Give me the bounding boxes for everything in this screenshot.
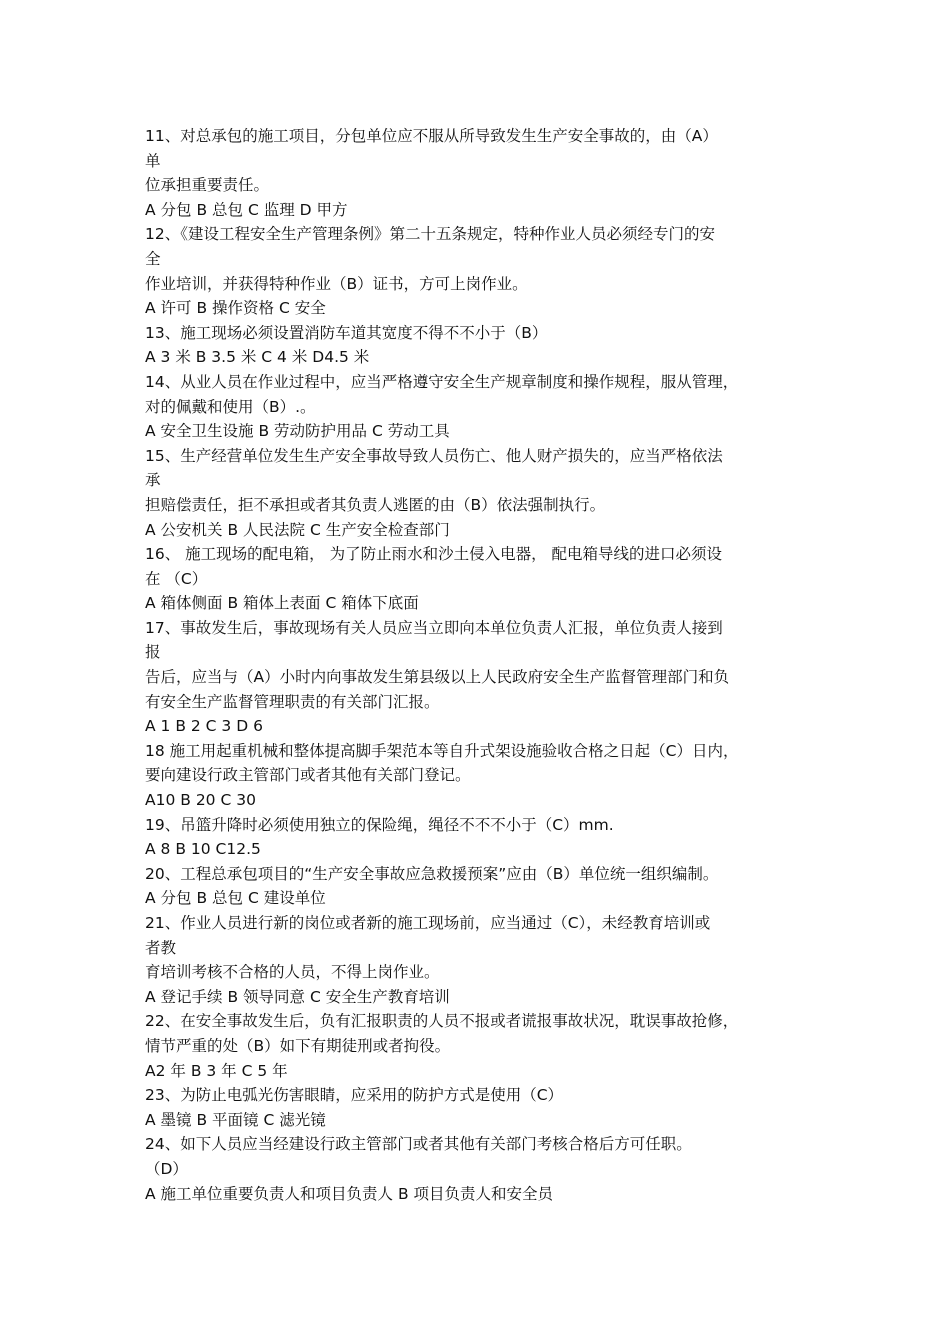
text-line: 有安全生产监督管理职责的有关部门汇报。 bbox=[145, 692, 440, 711]
answer-options: A 墨镜 B 平面镜 C 滤光镜 bbox=[145, 1110, 326, 1129]
text-line: 18 施工用起重机械和整体提高脚手架范本等自升式架设施验收合格之日起（C）日内， bbox=[145, 741, 739, 760]
text-line: 育培训考核不合格的人员，不得上岗作业。 bbox=[145, 963, 440, 982]
text-line: 15、生产经营单位发生生产安全事故导致人员伤亡、他人财产损失的，应当严格依法 bbox=[145, 446, 723, 465]
text-line: 对的佩戴和使用（B）.。 bbox=[145, 397, 316, 416]
answer-options: A 3 米 B 3.5 米 C 4 米 D4.5 米 bbox=[145, 348, 370, 367]
answer-options: A 分包 B 总包 C 监理 D 甲方 bbox=[145, 200, 348, 219]
answer-options: A10 B 20 C 30 bbox=[145, 791, 256, 810]
text-line: 全 bbox=[145, 249, 161, 268]
answer-options: A 分包 B 总包 C 建设单位 bbox=[145, 889, 326, 908]
text-line: 承 bbox=[145, 471, 161, 490]
document-body bbox=[145, 124, 815, 1206]
text-line: 报 bbox=[145, 643, 161, 662]
text-line: 13、施工现场必须设置消防车道其宽度不得不不小于（B） bbox=[145, 323, 548, 342]
text-line: 19、吊篮升降时必须使用独立的保险绳，绳径不不不小于（C）mm. bbox=[145, 815, 614, 834]
text-line: 情节严重的处（B）如下有期徒刑或者拘役。 bbox=[145, 1036, 451, 1055]
answer-options: A 许可 B 操作资格 C 安全 bbox=[145, 299, 326, 318]
text-line: 22、在安全事故发生后，负有汇报职责的人员不报或者谎报事故状况，耽误事故抢修， bbox=[145, 1012, 739, 1031]
answer-options: A 8 B 10 C12.5 bbox=[145, 840, 261, 859]
text-line: 24、如下人员应当经建设行政主管部门或者其他有关部门考核合格后方可任职。 bbox=[145, 1135, 692, 1154]
text-line: 担赔偿责任，拒不承担或者其负责人逃匿的由（B）依法强制执行。 bbox=[145, 495, 606, 514]
text-line: 14、从业人员在作业过程中，应当严格遵守安全生产规章制度和操作规程，服从管理， bbox=[145, 372, 739, 391]
text-line: 告后，应当与（A）小时内向事故发生第县级以上人民政府安全生产监督管理部门和负 bbox=[145, 668, 730, 687]
text-line: （D） bbox=[145, 1159, 188, 1178]
text-line: 20、工程总承包项目的“生产安全事故应急救援预案”应由（B）单位统一组织编制。 bbox=[145, 864, 719, 883]
text-line: 11、对总承包的施工项目，分包单位应不服从所导致发生生产安全事故的，由（A） bbox=[145, 127, 718, 145]
answer-options: A 安全卫生设施 B 劳动防护用品 C 劳动工具 bbox=[145, 422, 450, 441]
text-line: 23、为防止电弧光伤害眼睛，应采用的防护方式是使用（C） bbox=[145, 1086, 564, 1105]
answer-options: A2 年 B 3 年 C 5 年 bbox=[145, 1061, 288, 1080]
text-line: 17、事故发生后，事故现场有关人员应当立即向本单位负责人汇报，单位负责人接到 bbox=[145, 618, 723, 637]
text-line: 在 （C） bbox=[145, 569, 208, 588]
answer-options: A 施工单位重要负责人和项目负责人 B 项目负责人和安全员 bbox=[145, 1184, 554, 1203]
text-line: 12、《建设工程安全生产管理条例》第二十五条规定，特种作业人员必须经专门的安 bbox=[145, 225, 715, 244]
answer-options: A 箱体侧面 B 箱体上表面 C 箱体下底面 bbox=[145, 594, 419, 613]
answer-options: A 1 B 2 C 3 D 6 bbox=[145, 717, 263, 736]
text-line: 作业培训，并获得特种作业（B）证书，方可上岗作业。 bbox=[145, 274, 528, 293]
text-line: 要向建设行政主管部门或者其他有关部门登记。 bbox=[145, 766, 471, 785]
answer-options: A 公安机关 B 人民法院 C 生产安全检查部门 bbox=[145, 520, 450, 539]
text-line: 者教 bbox=[145, 938, 177, 957]
answer-options: A 登记手续 B 领导同意 C 安全生产教育培训 bbox=[145, 987, 450, 1006]
text-line: 单 bbox=[145, 151, 161, 170]
text-line: 16、 施工现场的配电箱， 为了防止雨水和沙土侵入电器， 配电箱导线的进口必须设 bbox=[145, 545, 723, 564]
text-line: 位承担重要责任。 bbox=[145, 176, 270, 195]
text-line: 21、作业人员进行新的岗位或者新的施工现场前，应当通过（C），未经教育培训或 bbox=[145, 914, 711, 932]
